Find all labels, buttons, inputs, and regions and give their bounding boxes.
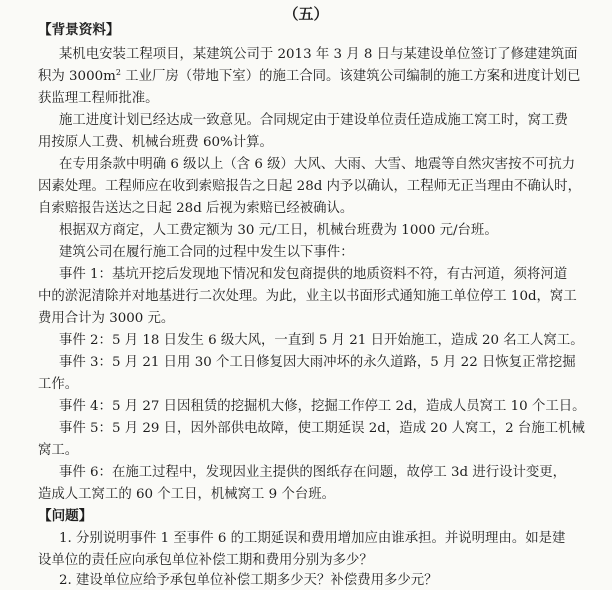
background-line: 用按原人工费、机械台班费 60%计算。 bbox=[38, 135, 273, 150]
event-2-line: 事件 2：5 月 18 日发生 6 级大风，一直到 5 月 21 日开始施工，造成 20 名工人窝工。 bbox=[59, 333, 584, 348]
background-line: 获监理工程师批准。 bbox=[38, 91, 159, 106]
event-1-line: 中的淤泥清除并对地基进行二次处理。为此，业主以书面形式通知施工单位停工 10d，窝工 bbox=[38, 289, 577, 304]
background-line: 在专用条款中明确 6 级以上（含 6 级）大风、大雨、大雪、地震等自然灾害按不可抗力 bbox=[59, 157, 576, 172]
questions-heading: 【问题】 bbox=[38, 508, 93, 524]
background-line: 根据双方商定，人工费定额为 30 元/工日，机械台班费为 1000 元/台班。 bbox=[59, 223, 498, 238]
event-6-line: 造成人工窝工的 60 个工日，机械窝工 9 个台班。 bbox=[38, 487, 336, 502]
event-3-line: 工作。 bbox=[38, 377, 79, 392]
background-line: 因素处理。工程师应在收到索赔报告之日起 28d 内予以确认，工程师无正当理由不确认时， bbox=[38, 179, 581, 194]
question-1-line: 1. 分别说明事件 1 至事件 6 的工期延误和费用增加应由谁承担。并说明理由。如是建 bbox=[59, 531, 566, 546]
event-1-line: 事件 1：基坑开挖后发现地下情况和发包商提供的地质资料不符，有古河道，须将河道 bbox=[59, 267, 568, 282]
event-4-line: 事件 4：5 月 27 日因租赁的挖掘机大修，挖掘工作停工 2d，造成人员窝工 10 个工日。 bbox=[59, 399, 586, 414]
event-5-line: 窝工。 bbox=[38, 443, 79, 458]
event-3-line: 事件 3：5 月 21 日用 30 个工日修复因大雨冲坏的永久道路，5 月 22 日恢复正常挖掘 bbox=[59, 355, 576, 370]
background-heading: 【背景资料】 bbox=[38, 22, 120, 38]
question-1-line: 设单位的责任应向承包单位补偿工期和费用分别为多少？ bbox=[38, 553, 373, 568]
section-number: （五） bbox=[283, 5, 329, 23]
background-line: 积为 $3000m^2$ 工业厂房（带地下室）的施工合同。该建筑公司编制的施工方案和进度计划已 bbox=[38, 68, 581, 84]
question-2-line: 2. 建设单位应给予承包单位补偿工期多少天？补偿费用多少元？ bbox=[59, 573, 438, 588]
background-line: 建筑公司在履行施工合同的过程中发生以下事件： bbox=[59, 245, 354, 260]
event-6-line: 事件 6：在施工过程中，发现因业主提供的图纸存在问题，故停工 3d 进行设计变更， bbox=[59, 465, 567, 480]
event-1-line: 费用合计为 3000 元。 bbox=[38, 311, 175, 326]
background-line: 某机电安装工程项目，某建筑公司于 2013 年 3 月 8 日与某建设单位签订了修建建筑面 bbox=[59, 47, 578, 62]
event-5-line: 事件 5：5 月 29 日，因外部供电故障，使工期延误 2d，造成 20 人窝工，2 台施工机械 bbox=[59, 421, 585, 436]
background-line: 自索赔报告送达之日起 28d 后视为索赔已经被确认。 bbox=[38, 201, 354, 216]
superscript: 2 bbox=[115, 68, 121, 77]
background-line: 施工进度计划已经达成一致意见。合同规定由于建设单位责任造成施工窝工时，窝工费 bbox=[59, 113, 568, 128]
